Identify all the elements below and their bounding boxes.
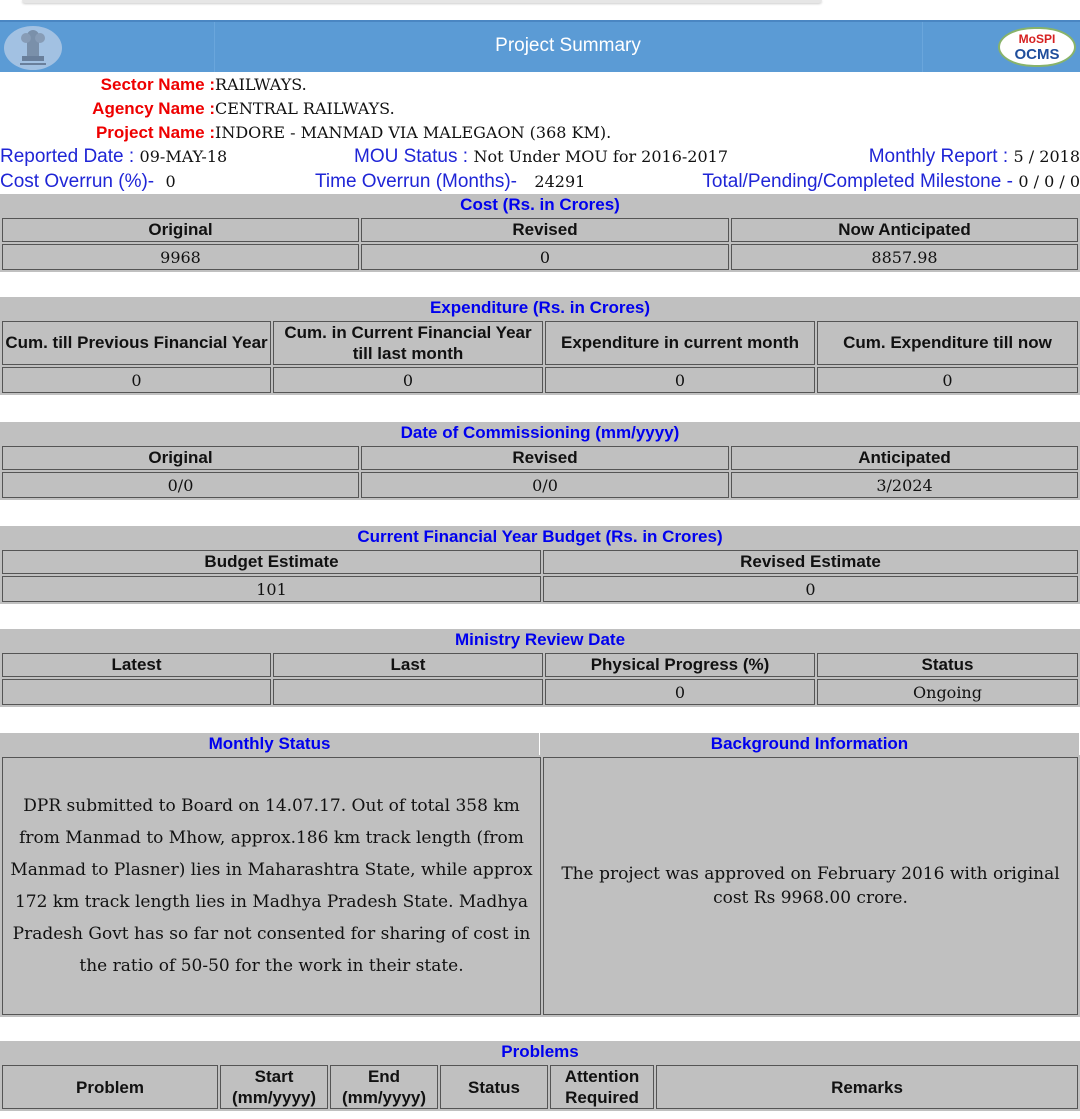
review-value-progress: 0 <box>545 679 815 705</box>
cost-title: Cost (Rs. in Crores) <box>0 194 1080 216</box>
cost-overrun-label: Cost Overrun (%)- <box>0 171 155 192</box>
agency-value-wrap <box>215 97 395 121</box>
comm-header-revised: Revised <box>361 446 729 470</box>
review-value-status: Ongoing <box>817 679 1078 705</box>
monthly-report-label: Monthly Report : <box>868 146 1009 167</box>
commissioning-section <box>0 422 1080 500</box>
monthly-status-title: Monthly Status <box>0 733 540 755</box>
budget-section <box>0 526 1080 604</box>
budget-table <box>0 548 1080 604</box>
cost-value-anticipated: 8857.98 <box>731 244 1078 270</box>
exp-header-cum-till-now: Cum. Expenditure till now <box>817 321 1078 365</box>
problems-header-remarks: Remarks <box>656 1065 1078 1109</box>
reported-date-value: 09-MAY-18 <box>139 147 228 166</box>
mou-status-value: Not Under MOU for 2016-2017 <box>473 147 729 166</box>
logo-top-text: MoSPI <box>1018 32 1056 46</box>
commissioning-table <box>0 444 1080 500</box>
background-info-title: Background Information <box>540 733 1080 755</box>
agency-value: CENTRAL RAILWAYS. <box>215 99 395 118</box>
header-emblem-cell <box>0 22 215 72</box>
comm-header-anticipated: Anticipated <box>731 446 1078 470</box>
exp-value-current-year: 0 <box>273 367 543 393</box>
scroll-indicator <box>22 0 822 3</box>
status-head-row <box>0 733 1080 755</box>
problems-header-attention-l1: Attention <box>564 1067 640 1086</box>
project-name-label: Project Name : <box>95 123 215 142</box>
comm-header-original: Original <box>2 446 359 470</box>
exp-header-prev-year: Cum. till Previous Financial Year <box>2 321 271 365</box>
cost-header-original: Original <box>2 218 359 242</box>
expenditure-title: Expenditure (Rs. in Crores) <box>0 297 1080 319</box>
problems-header-attention-l2: Required <box>565 1088 639 1107</box>
milestone <box>702 170 1080 194</box>
national-emblem-icon <box>4 26 62 70</box>
time-overrun <box>315 170 585 194</box>
agency-label-wrap <box>0 97 215 121</box>
problems-header-end-l2: (mm/yyyy) <box>341 1088 427 1107</box>
problems-header-end <box>330 1065 438 1109</box>
cost-value-original: 9968 <box>2 244 359 270</box>
background-info-text: The project was approved on February 2016 with original cost Rs 9968.00 crore. <box>543 757 1078 1015</box>
review-header-latest: Latest <box>2 653 271 677</box>
problems-header-start-l2: (mm/yyyy) <box>231 1088 317 1107</box>
expenditure-table <box>0 319 1080 395</box>
problems-title: Problems <box>0 1041 1080 1063</box>
monthly-report-value: 5 / 2018 <box>1013 147 1080 166</box>
problems-header-start-l1: Start <box>254 1067 294 1086</box>
reported-date <box>0 145 227 169</box>
review-table <box>0 651 1080 707</box>
budget-header-estimate: Budget Estimate <box>2 550 541 574</box>
status-section <box>0 733 1080 1017</box>
comm-value-original: 0/0 <box>2 472 359 498</box>
problems-header-end-l1: End <box>367 1067 401 1086</box>
project-label-wrap <box>0 121 215 145</box>
sector-label-wrap <box>0 73 215 97</box>
budget-title: Current Financial Year Budget (Rs. in Crores) <box>0 526 1080 548</box>
cost-header-anticipated: Now Anticipated <box>731 218 1078 242</box>
comm-value-anticipated: 3/2024 <box>731 472 1078 498</box>
review-section <box>0 629 1080 707</box>
budget-value-revised: 0 <box>543 576 1078 602</box>
problems-table <box>0 1063 1080 1111</box>
time-overrun-value: 24291 <box>534 172 586 191</box>
reported-date-label: Reported Date : <box>0 146 135 167</box>
sector-label: Sector Name : <box>100 75 215 94</box>
cost-overrun-value: 0 <box>165 172 176 191</box>
monthly-status-text: DPR submitted to Board on 14.07.17. Out of total 358 km from Manmad to Mhow, approx.186 km track length (from Manmad to Plasner) lies in Maharashtra State, while approx 172 km track length lies in Madhya Pradesh State. Madhya Pradesh Govt has so far not consented for sharing of cost in the ratio of 50-50 for the work in their state. <box>2 757 541 1015</box>
exp-value-cum-till-now: 0 <box>817 367 1078 393</box>
page-header <box>0 20 1080 72</box>
budget-header-revised: Revised Estimate <box>543 550 1078 574</box>
mou-status <box>354 145 728 169</box>
status-table <box>0 755 1080 1017</box>
mou-status-label: MOU Status : <box>354 146 469 167</box>
project-name-value: INDORE - MANMAD VIA MALEGAON (368 KM). <box>215 123 612 142</box>
milestone-label: Total/Pending/Completed Milestone - <box>702 171 1013 192</box>
cost-table <box>0 216 1080 272</box>
expenditure-section <box>0 297 1080 395</box>
mospi-ocms-logo <box>998 27 1076 67</box>
cost-overrun <box>0 170 176 194</box>
page-title: Project Summary <box>495 35 641 56</box>
cost-value-revised: 0 <box>361 244 729 270</box>
cost-header-revised: Revised <box>361 218 729 242</box>
time-overrun-label: Time Overrun (Months)- <box>315 171 517 192</box>
review-value-latest <box>2 679 271 705</box>
monthly-report <box>869 145 1080 169</box>
review-header-last: Last <box>273 653 543 677</box>
problems-header-attention <box>550 1065 654 1109</box>
review-header-status: Status <box>817 653 1078 677</box>
browser-top-strip <box>0 0 1080 20</box>
problems-header-status: Status <box>440 1065 548 1109</box>
exp-header-current-month: Expenditure in current month <box>545 321 815 365</box>
exp-value-current-month: 0 <box>545 367 815 393</box>
project-value-wrap <box>215 121 611 145</box>
exp-value-prev-year: 0 <box>2 367 271 393</box>
budget-value-estimate: 101 <box>2 576 541 602</box>
sector-value-wrap <box>215 73 307 97</box>
review-title: Ministry Review Date <box>0 629 1080 651</box>
agency-label: Agency Name : <box>92 99 215 118</box>
review-header-progress: Physical Progress (%) <box>545 653 815 677</box>
review-value-last <box>273 679 543 705</box>
comm-value-revised: 0/0 <box>361 472 729 498</box>
exp-header-current-year: Cum. in Current Financial Year till last month <box>273 321 543 365</box>
logo-bottom-text: OCMS <box>1014 46 1060 63</box>
milestone-value: 0 / 0 / 0 <box>1018 172 1080 191</box>
problems-header-start <box>220 1065 328 1109</box>
cost-section <box>0 194 1080 272</box>
problems-header-problem: Problem <box>2 1065 218 1109</box>
sector-value: RAILWAYS. <box>215 75 307 94</box>
problems-section <box>0 1041 1080 1111</box>
commissioning-title: Date of Commissioning (mm/yyyy) <box>0 422 1080 444</box>
